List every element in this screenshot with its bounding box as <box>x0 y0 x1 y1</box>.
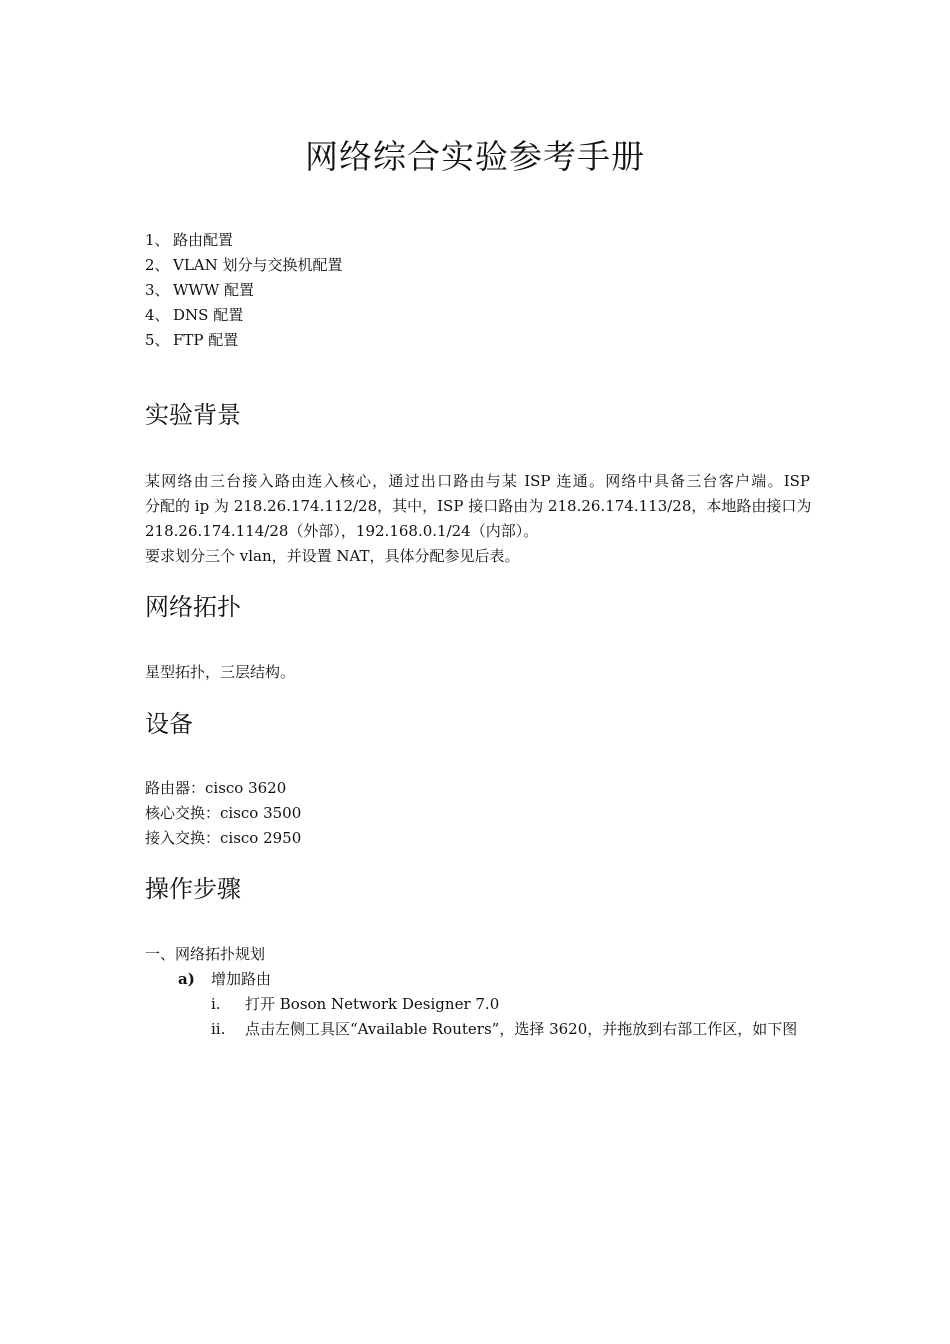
section-heading-devices: 设备 <box>145 710 193 738</box>
toc-text: DNS 配置 <box>173 306 244 324</box>
subsection-text: 增加路由 <box>211 970 272 988</box>
section-heading-steps: 操作步骤 <box>145 875 241 903</box>
toc-number: 1、 <box>145 231 170 249</box>
toc-number: 2、 <box>145 256 170 274</box>
toc-number: 5、 <box>145 331 170 349</box>
paragraph-line: 218.26.174.114/28（外部），192.168.0.1/24（内部）。 <box>145 522 539 540</box>
step-text: 点击左侧工具区“Available Routers”，选择 3620，并拖放到右部工作区，如下图 <box>245 1020 798 1038</box>
toc-item <box>145 303 343 328</box>
toc-item <box>145 228 343 253</box>
device-item: 路由器：cisco 3620 <box>145 779 287 797</box>
paragraph-line: 星型拓扑，三层结构。 <box>145 663 296 681</box>
toc-item <box>145 328 343 353</box>
toc-item <box>145 278 343 303</box>
step-subsection <box>145 967 810 992</box>
subsection-marker: a) <box>178 970 195 988</box>
step-marker: i. <box>211 995 221 1013</box>
steps-list <box>145 942 810 1042</box>
toc-item <box>145 253 343 278</box>
toc-number: 4、 <box>145 306 170 324</box>
document-title: 网络综合实验参考手册 <box>305 137 645 176</box>
section-heading-topology: 网络拓扑 <box>145 593 241 621</box>
device-item: 接入交换：cisco 2950 <box>145 829 302 847</box>
device-item: 核心交换：cisco 3500 <box>145 804 302 822</box>
toc-text: WWW 配置 <box>173 281 255 299</box>
step-item <box>145 992 810 1017</box>
paragraph-line: 要求划分三个 vlan，并设置 NAT，具体分配参见后表。 <box>145 547 520 565</box>
paragraph-line: 分配的 ip 为 218.26.174.112/28，其中，ISP 接口路由为 218.26.174.113/28，本地路由接口为 <box>145 497 812 515</box>
table-of-contents <box>145 228 343 353</box>
paragraph-line: 某网络由三台接入路由连入核心，通过出口路由与某 ISP 连通。网络中具备三台客户端。ISP <box>145 472 810 490</box>
section-heading-background: 实验背景 <box>145 401 241 429</box>
step-marker: ii. <box>211 1020 226 1038</box>
topology-paragraph <box>145 660 810 685</box>
step-item <box>145 1017 810 1042</box>
steps-section-title: 一、网络拓扑规划 <box>145 945 266 963</box>
devices-list <box>145 776 810 851</box>
toc-text: VLAN 划分与交换机配置 <box>173 256 343 274</box>
toc-text: FTP 配置 <box>173 331 239 349</box>
background-paragraph <box>145 469 810 569</box>
toc-number: 3、 <box>145 281 170 299</box>
step-text: 打开 Boson Network Designer 7.0 <box>245 995 500 1013</box>
toc-text: 路由配置 <box>173 231 234 249</box>
